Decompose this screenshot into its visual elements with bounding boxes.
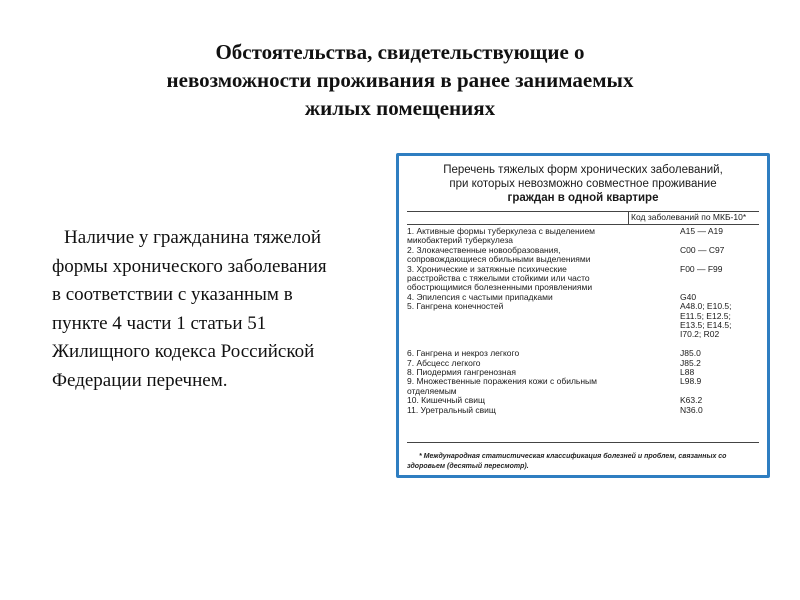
disease-name-line: 10. Кишечный свищ (407, 395, 485, 406)
disease-name-line: 6. Гангрена и некроз легкого (407, 348, 520, 359)
card-title (407, 163, 759, 205)
disease-name-line: 1. Активные формы туберкулеза с выделением (407, 226, 596, 236)
icd-code (680, 246, 760, 255)
table-header-rule (407, 224, 759, 225)
disease-name-line: 2. Злокачественные новообразования, (407, 244, 561, 255)
disease-name-line: отделяемым (407, 385, 457, 396)
table-row (407, 246, 761, 265)
disease-name-line: 5. Гангрена конечностей (407, 301, 504, 312)
body-line: формы хронического заболевания (52, 255, 327, 277)
icd-code-line: E13.5; E14.5; (680, 319, 732, 330)
disease-name-line: расстройства с тяжелыми стойкими или часто (407, 273, 590, 283)
disease-name-line: микобактерий туберкулеза (407, 235, 514, 246)
disease-name-line: 7. Абсцесс легкого (407, 357, 481, 368)
disease-name (407, 302, 639, 311)
icd-code-line: J85.0 (680, 348, 701, 359)
disease-name (407, 227, 639, 246)
body-line: в соответствии с указанным в (52, 284, 293, 305)
slide-title-line: жилых помещениях (304, 96, 496, 120)
icd-code-line: N36.0 (680, 404, 703, 415)
card-title-line: при которых невозможно совместное проживание (449, 178, 717, 190)
disease-name (407, 265, 639, 293)
card-title-line: граждан в одной квартире (507, 192, 659, 204)
icd-code-line: L88 (680, 366, 695, 377)
icd-code (680, 377, 760, 386)
footnote-line: здоровьем (десятый пересмотр). (407, 462, 529, 470)
column-divider (628, 211, 629, 224)
disease-list-card (396, 153, 770, 478)
icd-code (680, 227, 760, 236)
body-line: пункте 4 части 1 статьи 51 (52, 312, 267, 334)
body-line: Федерации перечнем. (52, 369, 228, 391)
icd-code-line: K63.2 (680, 395, 703, 406)
icd-code-line: G40 (680, 291, 697, 302)
footnote-line: * Международная статистическая классификация болезней и проблем, связанных со (419, 453, 727, 460)
body-paragraph (52, 224, 382, 395)
icd-code (680, 265, 760, 274)
disease-table-body (407, 227, 761, 415)
icd-code (680, 406, 760, 415)
icd-code-line: J85.2 (680, 357, 701, 368)
disease-name-line: 8. Пиодермия гангренозная (407, 366, 516, 377)
table-row (407, 265, 761, 293)
icd-code-line: A15 — A19 (680, 226, 724, 236)
card-title-line: Перечень тяжелых форм хронических заболеваний, (443, 164, 723, 176)
disease-name (407, 377, 639, 396)
table-row (407, 302, 761, 349)
icd-code-line: L98.9 (680, 376, 702, 387)
table-bottom-rule (407, 442, 759, 443)
slide-title-line: Обстоятельства, свидетельствующие о (215, 40, 585, 64)
disease-name (407, 246, 639, 265)
body-line: Жилищного кодекса Российской (52, 341, 315, 362)
disease-name-line: обострющимися болезненными проявлениями (407, 282, 593, 293)
disease-name-line: сопровождающиеся обильными выделениями (407, 254, 591, 265)
disease-name (407, 406, 639, 415)
disease-name-line: 3. Хронические и затяжные психические (407, 263, 567, 274)
table-row (407, 406, 761, 415)
icd-code-line: E11.5; E12.5; (680, 310, 731, 321)
table-row (407, 227, 761, 246)
slide-title (90, 38, 710, 122)
disease-name-line: 11. Уретральный свищ (407, 404, 496, 415)
slide-title-line: невозможности проживания в ранее занимаемых (166, 68, 634, 92)
footnote (407, 452, 763, 471)
disease-name-line: 4. Эпилепсия с частыми припадками (407, 291, 553, 302)
icd-code (680, 302, 760, 340)
table-row (407, 377, 761, 396)
code-column-header: Код заболеваний по МКБ-10* (631, 212, 747, 222)
icd-code-line: A48.0; E10.5; (680, 301, 732, 312)
icd-code-line: C00 — C97 (680, 244, 725, 255)
body-line: Наличие у гражданина тяжелой (64, 227, 322, 248)
disease-name-line: 9. Множественные поражения кожи с обильным (407, 376, 597, 387)
icd-code-line: F00 — F99 (680, 263, 723, 274)
icd-code-line: I70.2; R02 (680, 329, 720, 340)
